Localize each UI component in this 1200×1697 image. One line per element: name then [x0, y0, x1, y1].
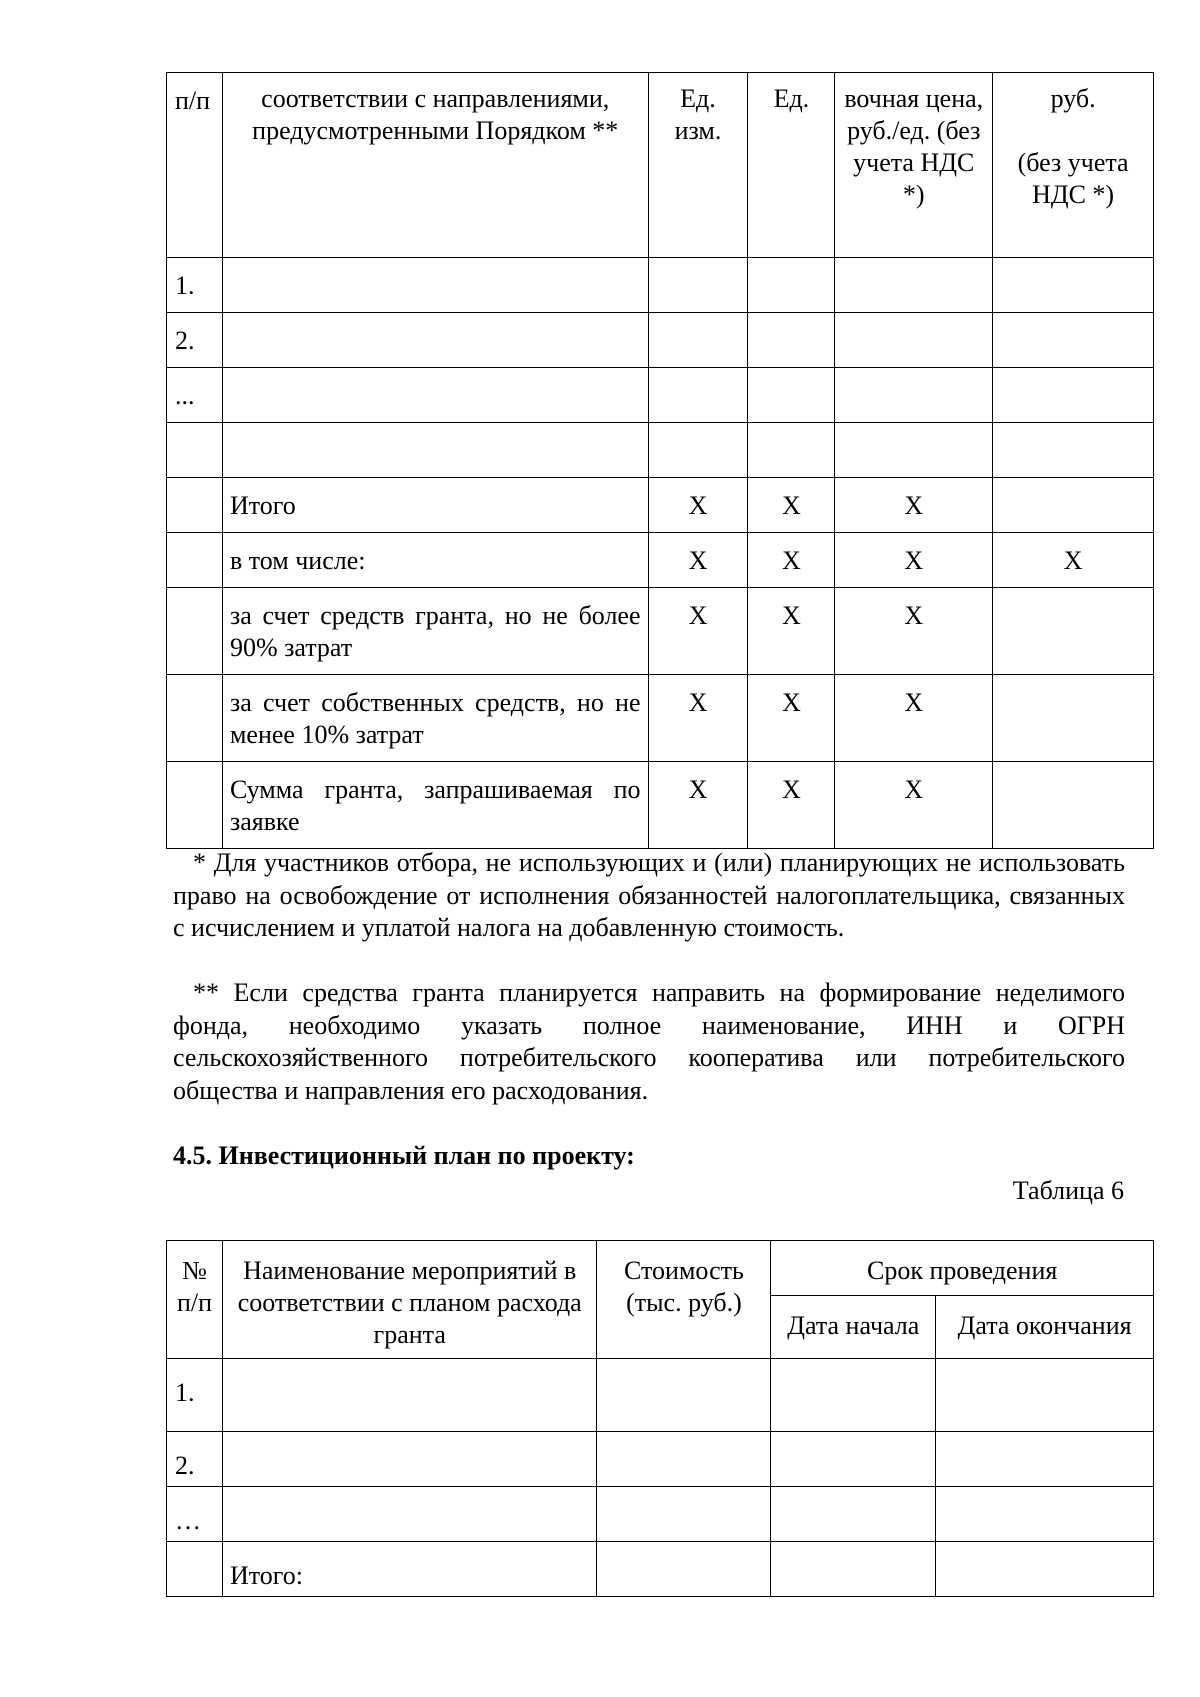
footnote-fund	[173, 977, 1125, 1107]
cell-unit: Х	[648, 478, 748, 533]
cell-name: за счет собственных средств, но не менее 10% затрат	[222, 675, 648, 762]
header-total	[993, 73, 1154, 258]
cell-unit	[648, 258, 748, 313]
table-caption: Таблица 6	[1012, 1176, 1124, 1205]
section-title: 4.5. Инвестиционный план по проекту:	[173, 1141, 635, 1170]
cell-qty: Х	[748, 588, 835, 675]
cell-total	[993, 423, 1154, 478]
header-unit: Ед. изм.	[648, 73, 748, 258]
table-header-row	[167, 73, 1154, 258]
table-row	[167, 1359, 1154, 1432]
cell-qty: Х	[748, 478, 835, 533]
table-header-row	[167, 1241, 1154, 1296]
cell-name: Итого	[222, 478, 648, 533]
cell-total	[993, 368, 1154, 423]
cell-num	[167, 423, 223, 478]
investment-plan-table	[166, 1240, 1154, 1597]
cell-num	[167, 588, 223, 675]
cell-num	[167, 762, 223, 849]
header-num: п/п	[167, 73, 223, 258]
cell-total	[993, 675, 1154, 762]
cell-total	[993, 258, 1154, 313]
cell-start	[771, 1542, 936, 1597]
cell-qty: Х	[748, 762, 835, 849]
cell-qty	[748, 368, 835, 423]
cell-price: Х	[835, 762, 993, 849]
header-name: соответствии с направлениями, предусмотренными Порядком **	[222, 73, 648, 258]
header-num: № п/п	[167, 1241, 223, 1359]
cell-unit: Х	[648, 675, 748, 762]
table-row	[167, 1487, 1154, 1542]
header-end-date: Дата окончания	[936, 1296, 1154, 1359]
table-row	[167, 313, 1154, 368]
header-total-line1: руб.	[1050, 84, 1096, 113]
cell-price: Х	[835, 478, 993, 533]
table-row-requested	[167, 762, 1154, 849]
table-row	[167, 423, 1154, 478]
header-cost: Стоимость (тыс. руб.)	[597, 1241, 771, 1359]
cell-name	[222, 258, 648, 313]
cell-num	[167, 1542, 223, 1597]
table-row-total	[167, 478, 1154, 533]
table-row-own-funds	[167, 675, 1154, 762]
cell-num: 1.	[167, 258, 223, 313]
cell-name: за счет средств гранта, но не более 90% затрат	[222, 588, 648, 675]
cell-qty	[748, 258, 835, 313]
header-name: Наименование мероприятий в соответствии с планом расхода гранта	[222, 1241, 597, 1359]
cell-price	[835, 368, 993, 423]
footnote-vat-text: * Для участников отбора, не использующих и (или) планирующих не использовать право на освобождение от исполнения обязанностей налогоплательщика, связанных с исчислением и уплатой налога на добавленную стоимость.	[173, 848, 1125, 942]
cell-num: 1.	[167, 1359, 223, 1432]
cell-end	[936, 1542, 1154, 1597]
cell-name: Итого:	[222, 1542, 597, 1597]
cell-qty: Х	[748, 675, 835, 762]
cell-qty	[748, 423, 835, 478]
header-total-line2: (без учета НДС *)	[1017, 148, 1129, 209]
header-period: Срок проведения	[771, 1241, 1154, 1296]
cell-price	[835, 258, 993, 313]
cell-cost	[597, 1487, 771, 1542]
cell-total	[993, 478, 1154, 533]
cell-price: Х	[835, 675, 993, 762]
cell-qty: Х	[748, 533, 835, 588]
cell-qty	[748, 313, 835, 368]
cell-num: 2.	[167, 1432, 223, 1487]
cell-unit	[648, 313, 748, 368]
header-qty: Ед.	[748, 73, 835, 258]
cell-num: ...	[167, 368, 223, 423]
cell-price: Х	[835, 588, 993, 675]
cell-total	[993, 588, 1154, 675]
cell-start	[771, 1432, 936, 1487]
table-row	[167, 258, 1154, 313]
cell-name	[222, 313, 648, 368]
cell-unit	[648, 368, 748, 423]
table-row	[167, 1432, 1154, 1487]
cell-name	[222, 368, 648, 423]
cell-unit: Х	[648, 588, 748, 675]
cell-unit: Х	[648, 533, 748, 588]
cell-name	[222, 1432, 597, 1487]
cell-name: в том числе:	[222, 533, 648, 588]
table-row-total	[167, 1542, 1154, 1597]
cell-end	[936, 1487, 1154, 1542]
footnote-fund-text: ** Если средства гранта планируется направить на формирование неделимого фонда, необходимо указать полное наименование, ИНН и ОГРН сельскохозяйственного потребительского кооператива или потребительского общества и направления его расходования.	[173, 978, 1125, 1105]
cell-name	[222, 1359, 597, 1432]
cell-cost	[597, 1542, 771, 1597]
cell-name	[222, 423, 648, 478]
cell-start	[771, 1487, 936, 1542]
header-price: вочная цена, руб./ед. (без учета НДС *)	[835, 73, 993, 258]
cell-num: 2.	[167, 313, 223, 368]
cell-total: Х	[993, 533, 1154, 588]
cell-name: Сумма гранта, запрашиваемая по заявке	[222, 762, 648, 849]
cell-end	[936, 1359, 1154, 1432]
header-start-date: Дата начала	[771, 1296, 936, 1359]
cell-name	[222, 1487, 597, 1542]
cell-start	[771, 1359, 936, 1432]
cell-unit	[648, 423, 748, 478]
cell-num	[167, 675, 223, 762]
cell-num: …	[167, 1487, 223, 1542]
footnote-vat	[173, 847, 1125, 945]
cell-price	[835, 313, 993, 368]
expense-table	[166, 72, 1154, 849]
cell-num	[167, 478, 223, 533]
cell-unit: Х	[648, 762, 748, 849]
cell-price	[835, 423, 993, 478]
cell-end	[936, 1432, 1154, 1487]
table-row	[167, 368, 1154, 423]
cell-cost	[597, 1359, 771, 1432]
table-row-including	[167, 533, 1154, 588]
cell-num	[167, 533, 223, 588]
cell-price: Х	[835, 533, 993, 588]
table-row-grant	[167, 588, 1154, 675]
cell-total	[993, 762, 1154, 849]
cell-cost	[597, 1432, 771, 1487]
cell-total	[993, 313, 1154, 368]
